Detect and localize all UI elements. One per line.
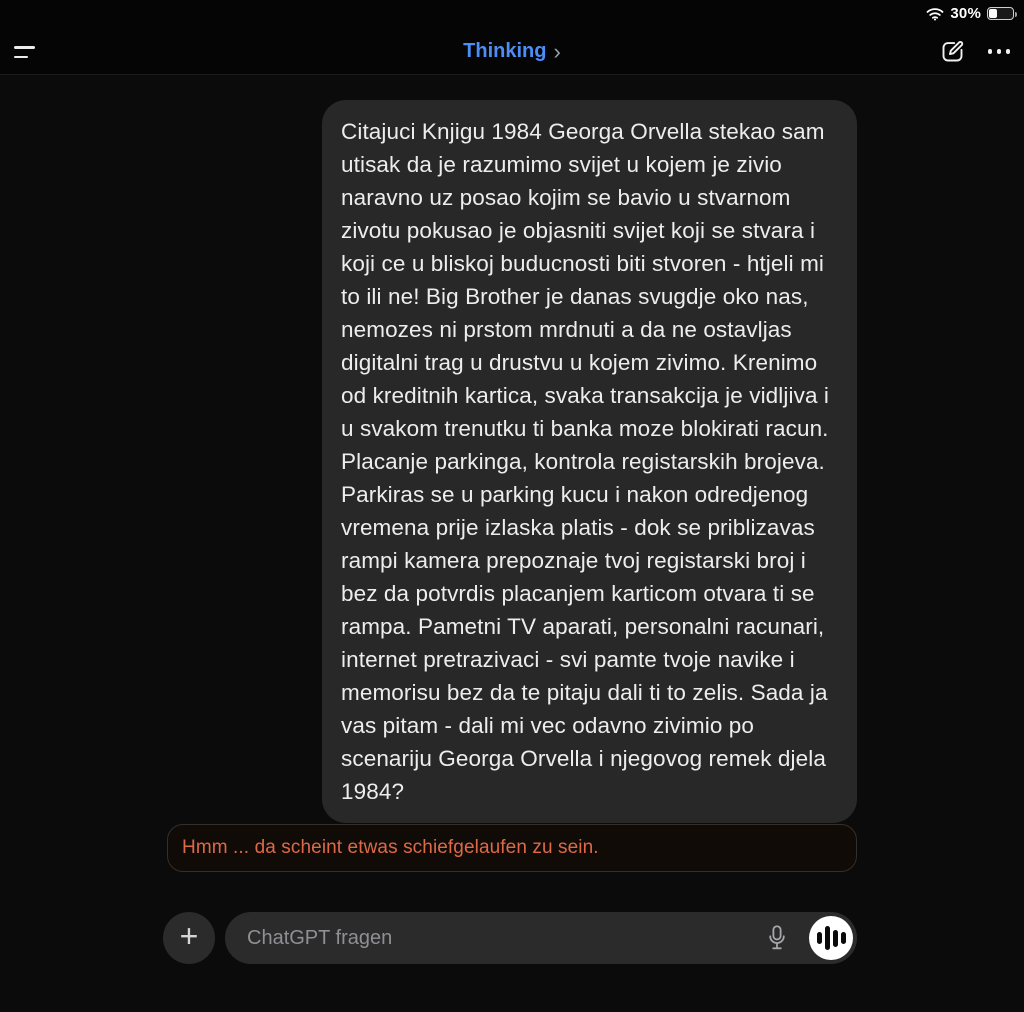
sidebar-toggle-icon [14, 46, 35, 49]
user-message-text: Citajuci Knjigu 1984 Georga Orvella stekao sam utisak da je razumimo svijet u kojem je zivio naravno uz posao kojim se bavio u stvarnom zivotu pokusao je objasniti svijet koji se stvara i koji ce u bliskoj buducnosti biti stvoren - htjeli mi to ili ne! Big Brother je danas svugdje oko nas, nemozes ni prstom mrdnuti a da ne ostavljas digitalni trag u drustvu u kojem zivimo. Krenimo od kreditnih kartica, svaka transakcija je vidljiva i u svakom trenutku ti banka moze blokirati racun. Placanje parkinga, kontrola registarskih brojeva. Parkiras se u parking kucu i nakon odredjenog vremena prije izlaska platis - dok se priblizavas rampi kamera prepoznaje tvoj registarski broj i bez da potvrdis placanjem karticom otvara ti se rampa. Pametni TV aparati, personalni racunari, internet pretrazivaci - svi pamte tvoje navike i memorisu bez da te pitaju dali ti to zelis. Sada ja vas pitam - dali mi vec odavno zivimio po scenariju Georga Orvella i njegovog remek djela 1984? [341, 119, 830, 804]
more-options-button[interactable] [988, 49, 1011, 54]
page-title: Thinking [463, 40, 547, 62]
chevron-right-icon: › [553, 39, 561, 64]
voice-mode-waveform-icon [817, 926, 846, 950]
new-chat-button[interactable] [939, 38, 966, 65]
header-actions [939, 28, 1011, 75]
plus-icon: + [179, 918, 199, 954]
header [0, 28, 1024, 75]
error-message-text: Hmm ... da scheint etwas schiefgelaufen zu sein. [182, 837, 599, 858]
microphone-icon [766, 924, 788, 953]
voice-mode-button[interactable] [809, 916, 853, 960]
battery-icon [987, 7, 1014, 20]
error-banner [167, 824, 857, 872]
dictation-button[interactable] [763, 923, 791, 953]
wifi-icon [926, 7, 944, 21]
status-indicators [926, 5, 1014, 22]
status-bar [0, 0, 1024, 28]
message-input[interactable] [225, 912, 745, 964]
conversation-area [0, 75, 1024, 912]
model-selector-button[interactable] [463, 28, 561, 75]
user-message-bubble [322, 100, 857, 823]
message-input-container[interactable] [225, 912, 857, 964]
battery-nub [1015, 12, 1018, 17]
compose-icon [939, 38, 966, 65]
sidebar-toggle-button[interactable] [14, 35, 50, 69]
battery-percent-label: 30% [950, 5, 981, 22]
attach-button[interactable] [163, 912, 215, 964]
composer-bar [0, 912, 1024, 1012]
battery-fill [989, 9, 997, 18]
ellipsis-more-icon [988, 49, 1011, 54]
